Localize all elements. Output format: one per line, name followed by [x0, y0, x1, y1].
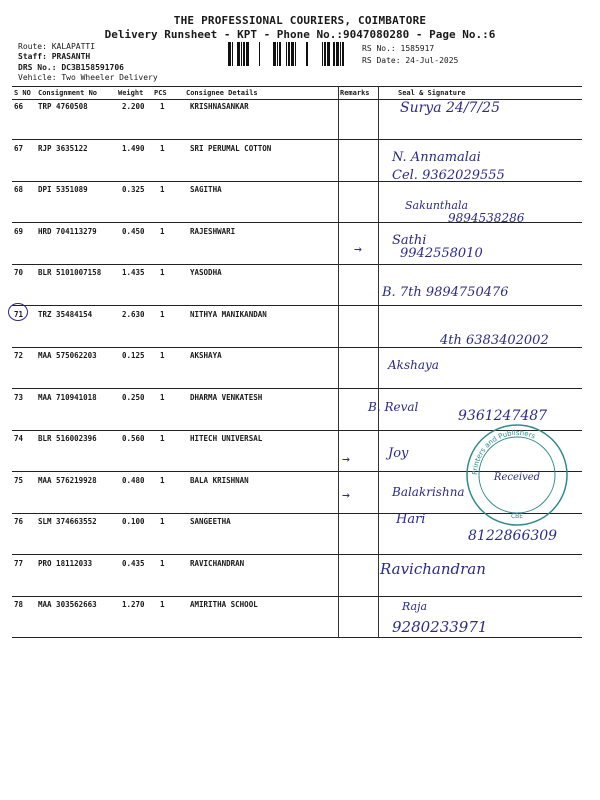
row-consignee: YASODHA: [190, 268, 222, 277]
row-sno: 72: [14, 351, 24, 360]
row-pcs: 1: [160, 185, 165, 194]
signature-77: Ravichandran: [380, 560, 486, 578]
row-pcs: 1: [160, 268, 165, 277]
row-sno: 77: [14, 558, 24, 568]
drs-number: DRS No.: DC3B158591706: [18, 63, 124, 72]
row-consignee: RAVICHANDRAN: [190, 558, 245, 568]
col-consignment: Consignment No: [38, 89, 98, 97]
signature-divider: [378, 86, 379, 638]
col-remarks: Remarks: [340, 89, 370, 97]
barcode-bar: [295, 42, 296, 66]
row-weight: 0.450: [122, 226, 145, 236]
row-consignment-no: HRD 704113279: [38, 226, 97, 236]
barcode-bar: [232, 42, 233, 66]
barcode-bar: [228, 42, 231, 66]
row-consignment-no: PRO 18112033: [38, 558, 93, 568]
barcode-bar: [277, 42, 278, 66]
signature-72: Akshaya: [388, 358, 439, 372]
row-consignee: SRI PERUMAL COTTON: [190, 143, 272, 153]
barcode-bar: [241, 42, 242, 66]
signature-68-name: Sakunthala: [405, 199, 469, 212]
row-consignee: KRISHNASANKAR: [190, 102, 249, 111]
row-consignment-no: BLR 516002396: [38, 434, 97, 443]
row-sno: 70: [14, 268, 24, 277]
row-consignment-no: MAA 303562663: [38, 600, 97, 609]
table-row: [12, 223, 582, 265]
signature-73-phone: 9361247487: [458, 408, 548, 424]
signature-70: B. 7th 9894750476: [382, 285, 509, 300]
row-sno: 76: [14, 517, 24, 526]
barcode-bar: [324, 42, 326, 66]
row-consignee: RAJESHWARI: [190, 226, 236, 236]
table-row: [12, 347, 582, 389]
barcode-bar: [246, 42, 249, 66]
col-signature: Seal & Signature: [398, 89, 466, 97]
row-consignment-no: BLR 5101007158: [38, 268, 102, 277]
signature-73-name: B. Reval: [368, 400, 419, 414]
barcode-bar: [340, 42, 341, 66]
signature-76-phone: 8122866309: [468, 528, 558, 544]
row-pcs: 1: [160, 558, 165, 568]
signature-68-phone: 9894538286: [448, 211, 525, 225]
row-weight: 0.435: [122, 558, 145, 568]
row-sno: 68: [14, 185, 24, 194]
rs-date: RS Date: 24-Jul-2025: [362, 56, 459, 65]
col-sno: S NO: [14, 89, 31, 97]
vehicle-label: Vehicle: Two Wheeler Delivery: [18, 73, 158, 82]
row-consignment-no: TRP 4760508: [38, 102, 88, 111]
signature-76-name: Hari: [396, 512, 426, 527]
barcode-bar: [342, 42, 344, 66]
row-pcs: 1: [160, 600, 165, 609]
row-pcs: 1: [160, 102, 165, 111]
arrow-69-icon: →: [354, 242, 362, 257]
row-pcs: 1: [160, 517, 165, 526]
barcode-bar: [259, 42, 260, 66]
rs-number: RS No.: 1585917: [362, 44, 435, 53]
signature-69-phone: 9942558010: [400, 246, 483, 261]
signature-67-phone: Cel. 9362029555: [392, 168, 505, 183]
row-sno: 78: [14, 600, 24, 609]
barcode-bar: [279, 42, 281, 66]
row-consignment-no: RJP 3635122: [38, 143, 88, 153]
signature-71: 4th 6383402002: [440, 333, 549, 348]
row-71-circle-mark: [8, 303, 28, 321]
row-pcs: 1: [160, 309, 165, 319]
barcode-bar: [336, 42, 339, 66]
signature-78-name: Raja: [402, 600, 428, 613]
stamp-outer-text: Printers and Publishers: [470, 428, 537, 476]
remarks-divider: [338, 86, 339, 638]
row-consignee: SANGEETHA: [190, 517, 231, 526]
row-pcs: 1: [160, 434, 165, 443]
table-row: [12, 596, 582, 638]
col-consignee: Consignee Details: [186, 89, 258, 97]
signature-67-name: N. Annamalai: [392, 150, 481, 165]
signature-69-name: Sathi: [392, 233, 427, 248]
runsheet-subtitle: Delivery Runsheet - KPT - Phone No.:9047080280 - Page No.:6: [104, 28, 496, 41]
row-pcs: 1: [160, 226, 165, 236]
row-weight: 1.435: [122, 268, 145, 277]
barcode-bar: [322, 42, 323, 66]
signature-78-phone: 9280233971: [392, 618, 488, 636]
arrow-75-icon: →: [342, 488, 350, 503]
barcode-bar: [291, 42, 294, 66]
row-consignment-no: SLM 374663552: [38, 517, 97, 526]
row-sno: 75: [14, 475, 24, 485]
row-weight: 0.325: [122, 185, 145, 194]
row-consignee: AMIRITHA SCHOOL: [190, 600, 258, 609]
row-weight: 1.490: [122, 143, 145, 153]
row-sno: 74: [14, 434, 24, 443]
signature-75: Balakrishna: [392, 485, 465, 499]
row-sno: 73: [14, 392, 24, 402]
col-pcs: PCS: [154, 89, 167, 97]
row-pcs: 1: [160, 475, 165, 485]
row-consignment-no: MAA 575062203: [38, 351, 97, 360]
stamp-inner-text: Received: [493, 472, 541, 483]
row-consignee: HITECH UNIVERSAL: [190, 434, 263, 443]
barcode-bar: [243, 42, 245, 66]
row-sno: 69: [14, 226, 24, 236]
barcode-bar: [288, 42, 290, 66]
row-pcs: 1: [160, 351, 165, 360]
row-sno: 67: [14, 143, 24, 153]
row-weight: 0.480: [122, 475, 145, 485]
col-weight: Weight: [118, 89, 144, 97]
signature-66: Surya 24/7/25: [400, 100, 500, 116]
staff-label: Staff: PRASANTH: [18, 52, 91, 61]
row-consignee: AKSHAYA: [190, 351, 222, 360]
row-weight: 2.200: [122, 102, 145, 111]
barcode: [228, 42, 348, 66]
barcode-bar: [333, 42, 335, 66]
barcode-bar: [327, 42, 330, 66]
signature-74: Joy: [388, 446, 409, 461]
row-weight: 1.270: [122, 600, 145, 609]
row-consignment-no: MAA 710941018: [38, 392, 97, 402]
barcode-bar: [237, 42, 240, 66]
row-consignment-no: MAA 576219928: [38, 475, 97, 485]
row-consignee: NITHYA MANIKANDAN: [190, 309, 267, 319]
row-pcs: 1: [160, 392, 165, 402]
row-consignment-no: TRZ 35484154: [38, 309, 93, 319]
barcode-bar: [306, 42, 308, 66]
row-consignee: BALA KRISHNAN: [190, 475, 249, 485]
stamp-bottom-text: CBE: [510, 513, 524, 520]
company-stamp: [462, 420, 572, 530]
row-weight: 0.125: [122, 351, 145, 360]
table-row: [12, 555, 582, 597]
row-consignee: SAGITHA: [190, 185, 222, 194]
row-weight: 2.630: [122, 309, 145, 319]
barcode-bar: [273, 42, 276, 66]
row-weight: 0.100: [122, 517, 145, 526]
document-title: THE PROFESSIONAL COURIERS, COIMBATORE: [173, 14, 427, 27]
barcode-bar: [286, 42, 287, 66]
arrow-74-icon: →: [342, 452, 350, 467]
row-sno: 66: [14, 102, 24, 111]
row-sno: 71: [14, 309, 24, 319]
row-weight: 0.250: [122, 392, 145, 402]
route-label: Route: KALAPATTI: [18, 42, 96, 51]
row-consignee: DHARMA VENKATESH: [190, 392, 263, 402]
row-weight: 0.560: [122, 434, 145, 443]
row-pcs: 1: [160, 143, 165, 153]
row-consignment-no: DPI 5351089: [38, 185, 88, 194]
